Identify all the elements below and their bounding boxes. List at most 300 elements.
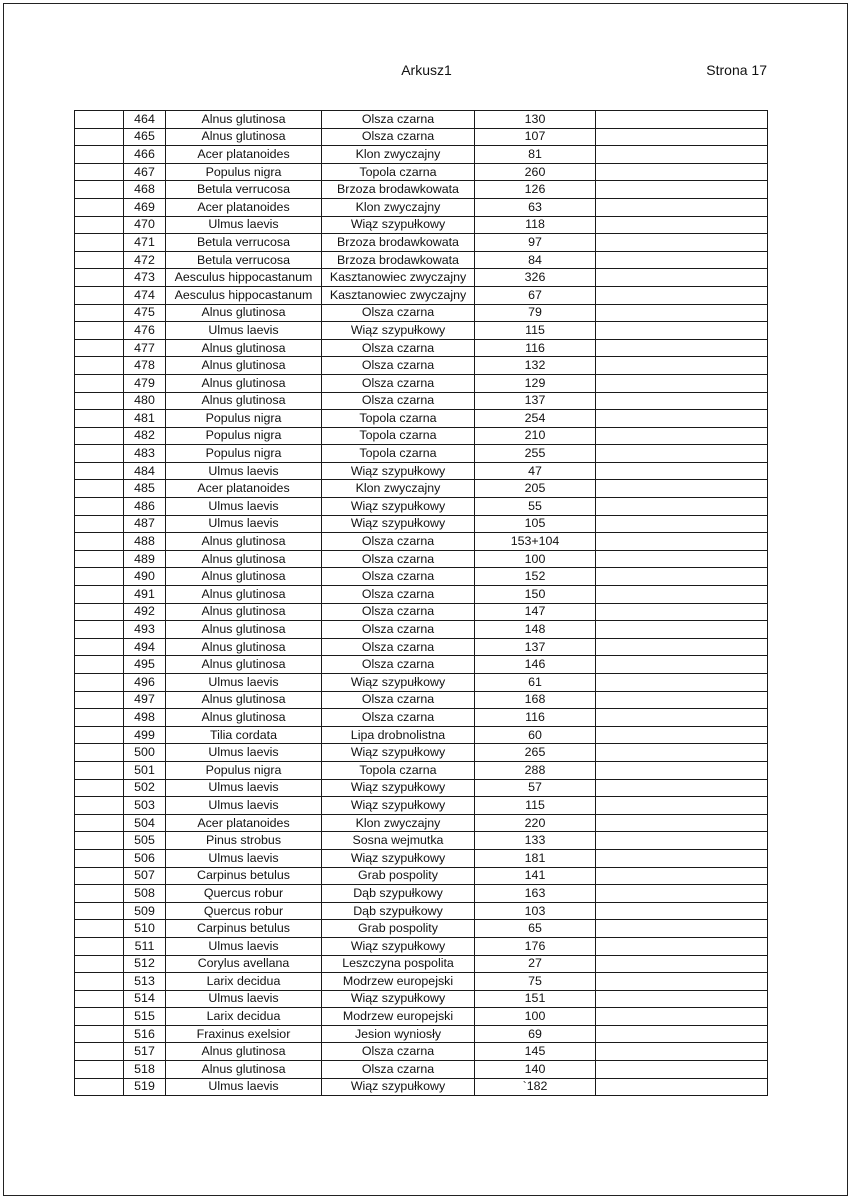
row-number-cell: 514: [124, 990, 166, 1008]
table-row: [75, 691, 768, 709]
empty-cell: [75, 427, 124, 445]
table-row: [75, 515, 768, 533]
value-cell: 115: [475, 797, 596, 815]
empty-cell: [75, 234, 124, 252]
polish-name-cell: Wiąz szypułkowy: [322, 322, 475, 340]
polish-name-cell: Wiąz szypułkowy: [322, 674, 475, 692]
latin-name-cell: Alnus glutinosa: [166, 603, 322, 621]
row-number-cell: 504: [124, 814, 166, 832]
value-cell: 150: [475, 586, 596, 604]
latin-name-cell: Populus nigra: [166, 410, 322, 428]
polish-name-cell: Leszczyna pospolita: [322, 955, 475, 973]
empty-cell: [75, 779, 124, 797]
table-row: [75, 849, 768, 867]
latin-name-cell: Alnus glutinosa: [166, 568, 322, 586]
table-row: [75, 1043, 768, 1061]
row-number-cell: 475: [124, 304, 166, 322]
latin-name-cell: Aesculus hippocastanum: [166, 269, 322, 287]
latin-name-cell: Alnus glutinosa: [166, 1061, 322, 1079]
polish-name-cell: Wiąz szypułkowy: [322, 744, 475, 762]
row-number-cell: 476: [124, 322, 166, 340]
table-row: [75, 533, 768, 551]
latin-name-cell: Alnus glutinosa: [166, 550, 322, 568]
empty-cell: [75, 920, 124, 938]
row-number-cell: 497: [124, 691, 166, 709]
latin-name-cell: Larix decidua: [166, 1008, 322, 1026]
row-number-cell: 507: [124, 867, 166, 885]
value-cell: 60: [475, 726, 596, 744]
value-cell: 163: [475, 885, 596, 903]
table-row: [75, 410, 768, 428]
row-number-cell: 506: [124, 849, 166, 867]
notes-cell: [596, 885, 768, 903]
value-cell: 141: [475, 867, 596, 885]
empty-cell: [75, 1061, 124, 1079]
notes-cell: [596, 779, 768, 797]
empty-cell: [75, 709, 124, 727]
table-row: [75, 339, 768, 357]
empty-cell: [75, 374, 124, 392]
polish-name-cell: Olsza czarna: [322, 691, 475, 709]
latin-name-cell: Acer platanoides: [166, 480, 322, 498]
latin-name-cell: Ulmus laevis: [166, 1078, 322, 1096]
value-cell: 145: [475, 1043, 596, 1061]
row-number-cell: 493: [124, 621, 166, 639]
latin-name-cell: Ulmus laevis: [166, 515, 322, 533]
table-row: [75, 498, 768, 516]
table-row: [75, 1008, 768, 1026]
latin-name-cell: Populus nigra: [166, 445, 322, 463]
polish-name-cell: Lipa drobnolistna: [322, 726, 475, 744]
polish-name-cell: Kasztanowiec zwyczajny: [322, 269, 475, 287]
notes-cell: [596, 550, 768, 568]
table-row: [75, 814, 768, 832]
latin-name-cell: Aesculus hippocastanum: [166, 286, 322, 304]
notes-cell: [596, 234, 768, 252]
notes-cell: [596, 392, 768, 410]
value-cell: 100: [475, 1008, 596, 1026]
latin-name-cell: Carpinus betulus: [166, 920, 322, 938]
empty-cell: [75, 973, 124, 991]
row-number-cell: 517: [124, 1043, 166, 1061]
notes-cell: [596, 251, 768, 269]
value-cell: 137: [475, 392, 596, 410]
notes-cell: [596, 322, 768, 340]
value-cell: 265: [475, 744, 596, 762]
table-row: [75, 709, 768, 727]
latin-name-cell: Alnus glutinosa: [166, 357, 322, 375]
notes-cell: [596, 832, 768, 850]
empty-cell: [75, 498, 124, 516]
value-cell: 67: [475, 286, 596, 304]
row-number-cell: 495: [124, 656, 166, 674]
latin-name-cell: Tilia cordata: [166, 726, 322, 744]
table-body: [75, 111, 768, 1096]
latin-name-cell: Alnus glutinosa: [166, 533, 322, 551]
empty-cell: [75, 462, 124, 480]
latin-name-cell: Ulmus laevis: [166, 990, 322, 1008]
row-number-cell: 484: [124, 462, 166, 480]
latin-name-cell: Quercus robur: [166, 885, 322, 903]
row-number-cell: 502: [124, 779, 166, 797]
notes-cell: [596, 674, 768, 692]
polish-name-cell: Olsza czarna: [322, 568, 475, 586]
notes-cell: [596, 111, 768, 129]
row-number-cell: 472: [124, 251, 166, 269]
table-row: [75, 234, 768, 252]
row-number-cell: 470: [124, 216, 166, 234]
latin-name-cell: Betula verrucosa: [166, 181, 322, 199]
row-number-cell: 513: [124, 973, 166, 991]
latin-name-cell: Populus nigra: [166, 163, 322, 181]
notes-cell: [596, 990, 768, 1008]
polish-name-cell: Grab pospolity: [322, 867, 475, 885]
polish-name-cell: Topola czarna: [322, 445, 475, 463]
notes-cell: [596, 761, 768, 779]
row-number-cell: 477: [124, 339, 166, 357]
empty-cell: [75, 744, 124, 762]
notes-cell: [596, 603, 768, 621]
table-row: [75, 1061, 768, 1079]
value-cell: 79: [475, 304, 596, 322]
polish-name-cell: Dąb szypułkowy: [322, 885, 475, 903]
value-cell: 133: [475, 832, 596, 850]
table-row: [75, 885, 768, 903]
latin-name-cell: Ulmus laevis: [166, 216, 322, 234]
table-row: [75, 181, 768, 199]
table-row: [75, 251, 768, 269]
table-row: [75, 304, 768, 322]
latin-name-cell: Alnus glutinosa: [166, 709, 322, 727]
notes-cell: [596, 726, 768, 744]
value-cell: 140: [475, 1061, 596, 1079]
empty-cell: [75, 726, 124, 744]
notes-cell: [596, 1008, 768, 1026]
row-number-cell: 468: [124, 181, 166, 199]
empty-cell: [75, 621, 124, 639]
value-cell: 176: [475, 937, 596, 955]
empty-cell: [75, 902, 124, 920]
empty-cell: [75, 814, 124, 832]
table-row: [75, 761, 768, 779]
value-cell: 181: [475, 849, 596, 867]
table-row: [75, 744, 768, 762]
polish-name-cell: Kasztanowiec zwyczajny: [322, 286, 475, 304]
notes-cell: [596, 638, 768, 656]
value-cell: 55: [475, 498, 596, 516]
row-number-cell: 501: [124, 761, 166, 779]
table-row: [75, 550, 768, 568]
value-cell: 151: [475, 990, 596, 1008]
table-row: [75, 111, 768, 129]
table-row: [75, 216, 768, 234]
notes-cell: [596, 286, 768, 304]
polish-name-cell: Olsza czarna: [322, 586, 475, 604]
empty-cell: [75, 198, 124, 216]
value-cell: 105: [475, 515, 596, 533]
value-cell: 288: [475, 761, 596, 779]
row-number-cell: 471: [124, 234, 166, 252]
polish-name-cell: Olsza czarna: [322, 1061, 475, 1079]
polish-name-cell: Wiąz szypułkowy: [322, 937, 475, 955]
row-number-cell: 494: [124, 638, 166, 656]
latin-name-cell: Ulmus laevis: [166, 744, 322, 762]
table-row: [75, 973, 768, 991]
latin-name-cell: Ulmus laevis: [166, 779, 322, 797]
value-cell: 97: [475, 234, 596, 252]
row-number-cell: 473: [124, 269, 166, 287]
value-cell: 210: [475, 427, 596, 445]
row-number-cell: 488: [124, 533, 166, 551]
table-row: [75, 937, 768, 955]
row-number-cell: 478: [124, 357, 166, 375]
empty-cell: [75, 392, 124, 410]
latin-name-cell: Fraxinus exelsior: [166, 1025, 322, 1043]
row-number-cell: 516: [124, 1025, 166, 1043]
table-row: [75, 621, 768, 639]
table-row: [75, 832, 768, 850]
polish-name-cell: Olsza czarna: [322, 621, 475, 639]
polish-name-cell: Topola czarna: [322, 427, 475, 445]
notes-cell: [596, 445, 768, 463]
latin-name-cell: Alnus glutinosa: [166, 339, 322, 357]
latin-name-cell: Larix decidua: [166, 973, 322, 991]
empty-cell: [75, 761, 124, 779]
table-row: [75, 146, 768, 164]
row-number-cell: 503: [124, 797, 166, 815]
polish-name-cell: Brzoza brodawkowata: [322, 181, 475, 199]
notes-cell: [596, 410, 768, 428]
empty-cell: [75, 251, 124, 269]
value-cell: 116: [475, 339, 596, 357]
row-number-cell: 482: [124, 427, 166, 445]
value-cell: 220: [475, 814, 596, 832]
latin-name-cell: Alnus glutinosa: [166, 1043, 322, 1061]
polish-name-cell: Olsza czarna: [322, 392, 475, 410]
table-row: [75, 638, 768, 656]
latin-name-cell: Carpinus betulus: [166, 867, 322, 885]
row-number-cell: 508: [124, 885, 166, 903]
polish-name-cell: Modrzew europejski: [322, 973, 475, 991]
empty-cell: [75, 269, 124, 287]
notes-cell: [596, 462, 768, 480]
value-cell: 27: [475, 955, 596, 973]
latin-name-cell: Populus nigra: [166, 427, 322, 445]
empty-cell: [75, 568, 124, 586]
value-cell: 147: [475, 603, 596, 621]
empty-cell: [75, 990, 124, 1008]
value-cell: 168: [475, 691, 596, 709]
polish-name-cell: Olsza czarna: [322, 709, 475, 727]
notes-cell: [596, 128, 768, 146]
notes-cell: [596, 533, 768, 551]
latin-name-cell: Corylus avellana: [166, 955, 322, 973]
latin-name-cell: Betula verrucosa: [166, 251, 322, 269]
polish-name-cell: Olsza czarna: [322, 533, 475, 551]
row-number-cell: 510: [124, 920, 166, 938]
empty-cell: [75, 885, 124, 903]
value-cell: 129: [475, 374, 596, 392]
polish-name-cell: Olsza czarna: [322, 304, 475, 322]
latin-name-cell: Alnus glutinosa: [166, 128, 322, 146]
table-row: [75, 955, 768, 973]
empty-cell: [75, 181, 124, 199]
polish-name-cell: Wiąz szypułkowy: [322, 515, 475, 533]
latin-name-cell: Acer platanoides: [166, 146, 322, 164]
table-row: [75, 674, 768, 692]
empty-cell: [75, 128, 124, 146]
polish-name-cell: Olsza czarna: [322, 550, 475, 568]
notes-cell: [596, 515, 768, 533]
notes-cell: [596, 1061, 768, 1079]
row-number-cell: 496: [124, 674, 166, 692]
row-number-cell: 480: [124, 392, 166, 410]
notes-cell: [596, 568, 768, 586]
value-cell: 130: [475, 111, 596, 129]
latin-name-cell: Populus nigra: [166, 761, 322, 779]
value-cell: 75: [475, 973, 596, 991]
notes-cell: [596, 374, 768, 392]
empty-cell: [75, 550, 124, 568]
notes-cell: [596, 498, 768, 516]
value-cell: 153+104: [475, 533, 596, 551]
row-number-cell: 487: [124, 515, 166, 533]
empty-cell: [75, 849, 124, 867]
empty-cell: [75, 656, 124, 674]
value-cell: 260: [475, 163, 596, 181]
row-number-cell: 464: [124, 111, 166, 129]
empty-cell: [75, 533, 124, 551]
empty-cell: [75, 586, 124, 604]
value-cell: 326: [475, 269, 596, 287]
notes-cell: [596, 709, 768, 727]
empty-cell: [75, 867, 124, 885]
row-number-cell: 485: [124, 480, 166, 498]
latin-name-cell: Alnus glutinosa: [166, 691, 322, 709]
empty-cell: [75, 603, 124, 621]
notes-cell: [596, 744, 768, 762]
polish-name-cell: Topola czarna: [322, 163, 475, 181]
latin-name-cell: Alnus glutinosa: [166, 111, 322, 129]
table-row: [75, 902, 768, 920]
row-number-cell: 491: [124, 586, 166, 604]
value-cell: 57: [475, 779, 596, 797]
latin-name-cell: Ulmus laevis: [166, 797, 322, 815]
polish-name-cell: Grab pospolity: [322, 920, 475, 938]
polish-name-cell: Olsza czarna: [322, 603, 475, 621]
table-row: [75, 990, 768, 1008]
notes-cell: [596, 902, 768, 920]
empty-cell: [75, 286, 124, 304]
polish-name-cell: Wiąz szypułkowy: [322, 1078, 475, 1096]
table-row: [75, 603, 768, 621]
value-cell: 65: [475, 920, 596, 938]
notes-cell: [596, 691, 768, 709]
row-number-cell: 466: [124, 146, 166, 164]
polish-name-cell: Wiąz szypułkowy: [322, 498, 475, 516]
row-number-cell: 519: [124, 1078, 166, 1096]
notes-cell: [596, 304, 768, 322]
empty-cell: [75, 445, 124, 463]
notes-cell: [596, 480, 768, 498]
latin-name-cell: Alnus glutinosa: [166, 586, 322, 604]
row-number-cell: 489: [124, 550, 166, 568]
table-row: [75, 357, 768, 375]
page-number: Strona 17: [706, 62, 767, 78]
polish-name-cell: Topola czarna: [322, 761, 475, 779]
row-number-cell: 483: [124, 445, 166, 463]
row-number-cell: 486: [124, 498, 166, 516]
empty-cell: [75, 797, 124, 815]
notes-cell: [596, 1025, 768, 1043]
sheet-title: Arkusz1: [401, 62, 452, 78]
tree-inventory-table: [74, 110, 768, 1096]
table-row: [75, 656, 768, 674]
table-row: [75, 568, 768, 586]
empty-cell: [75, 955, 124, 973]
latin-name-cell: Ulmus laevis: [166, 674, 322, 692]
value-cell: 69: [475, 1025, 596, 1043]
notes-cell: [596, 1043, 768, 1061]
latin-name-cell: Alnus glutinosa: [166, 621, 322, 639]
table-row: [75, 920, 768, 938]
table-row: [75, 198, 768, 216]
value-cell: 152: [475, 568, 596, 586]
notes-cell: [596, 797, 768, 815]
notes-cell: [596, 973, 768, 991]
empty-cell: [75, 674, 124, 692]
value-cell: `182: [475, 1078, 596, 1096]
table-row: [75, 269, 768, 287]
polish-name-cell: Topola czarna: [322, 410, 475, 428]
empty-cell: [75, 410, 124, 428]
table-row: [75, 445, 768, 463]
table-row: [75, 586, 768, 604]
value-cell: 118: [475, 216, 596, 234]
polish-name-cell: Sosna wejmutka: [322, 832, 475, 850]
latin-name-cell: Betula verrucosa: [166, 234, 322, 252]
table-row: [75, 128, 768, 146]
empty-cell: [75, 832, 124, 850]
empty-cell: [75, 111, 124, 129]
polish-name-cell: Olsza czarna: [322, 128, 475, 146]
notes-cell: [596, 814, 768, 832]
polish-name-cell: Olsza czarna: [322, 111, 475, 129]
notes-cell: [596, 586, 768, 604]
notes-cell: [596, 656, 768, 674]
table-row: [75, 779, 768, 797]
notes-cell: [596, 867, 768, 885]
polish-name-cell: Klon zwyczajny: [322, 480, 475, 498]
polish-name-cell: Olsza czarna: [322, 656, 475, 674]
polish-name-cell: Olsza czarna: [322, 638, 475, 656]
latin-name-cell: Alnus glutinosa: [166, 638, 322, 656]
empty-cell: [75, 480, 124, 498]
table-row: [75, 163, 768, 181]
row-number-cell: 505: [124, 832, 166, 850]
value-cell: 84: [475, 251, 596, 269]
notes-cell: [596, 181, 768, 199]
table-row: [75, 1025, 768, 1043]
latin-name-cell: Ulmus laevis: [166, 498, 322, 516]
table-row: [75, 322, 768, 340]
notes-cell: [596, 1078, 768, 1096]
polish-name-cell: Dąb szypułkowy: [322, 902, 475, 920]
latin-name-cell: Ulmus laevis: [166, 849, 322, 867]
table-row: [75, 480, 768, 498]
table-row: [75, 867, 768, 885]
table-row: [75, 427, 768, 445]
